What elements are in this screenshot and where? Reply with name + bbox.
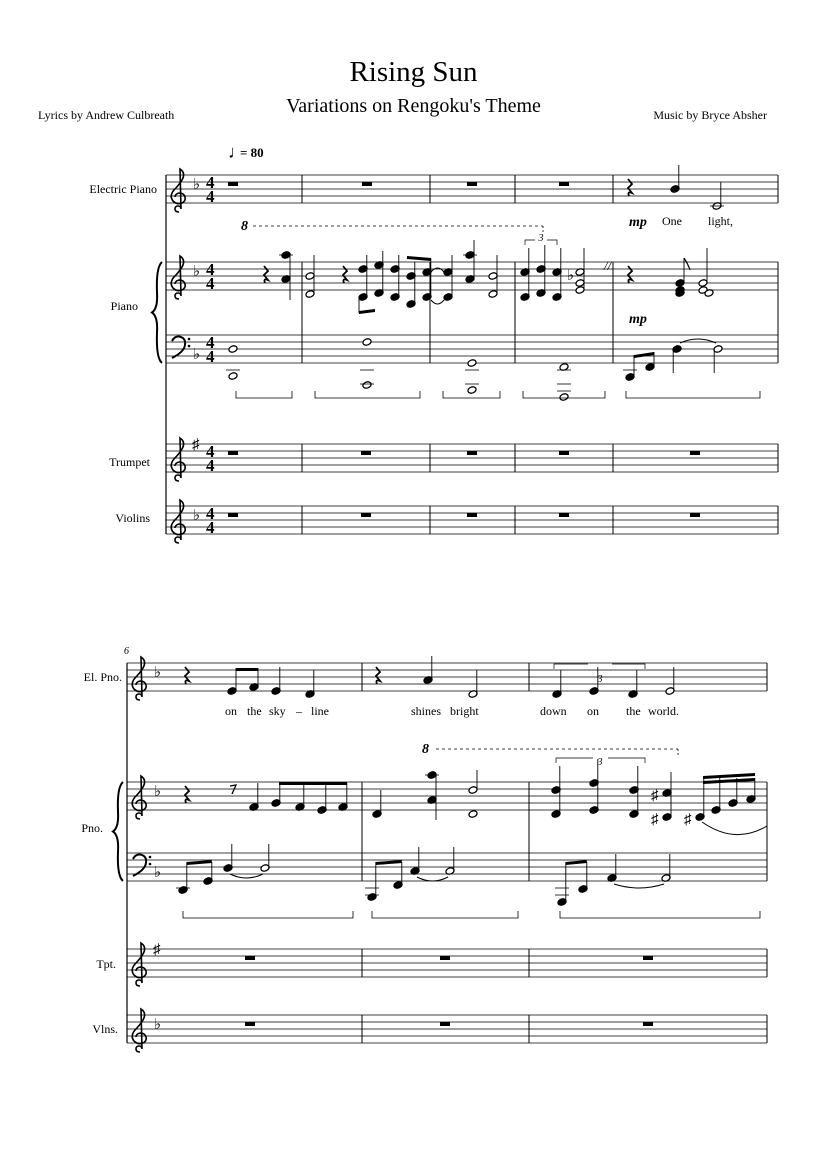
note-head — [443, 293, 453, 302]
note-head — [362, 381, 372, 390]
key-signature-flat: ♭ — [154, 1017, 162, 1033]
lyric: One — [662, 214, 682, 228]
lyric: the — [247, 704, 262, 718]
measure-number: 6 — [124, 646, 129, 657]
note-head — [468, 810, 478, 819]
sharp-accidental: ♯ — [651, 788, 659, 804]
beam — [634, 352, 654, 358]
instrument-label-violins-short: Vlns. — [92, 1022, 118, 1036]
bass-clef-dot — [188, 338, 191, 341]
lyric: on — [587, 704, 599, 718]
lyric: the — [626, 704, 641, 718]
note-head — [227, 687, 237, 696]
ottava-mark: 8 — [241, 219, 248, 234]
note-head — [488, 272, 498, 281]
sharp-accidental: ♯ — [651, 812, 659, 828]
time-signature: 4 — [206, 518, 215, 537]
whole-rest-icon — [643, 1022, 653, 1026]
quarter-rest-icon — [628, 179, 632, 196]
whole-rest-icon — [361, 451, 371, 455]
dynamic-mp: mp — [629, 215, 647, 230]
note-head — [468, 786, 478, 795]
key-signature-flat: ♭ — [154, 665, 162, 681]
whole-rest-icon — [467, 451, 477, 455]
time-signature: 4 — [206, 347, 215, 366]
whole-rest-icon — [245, 956, 255, 960]
time-signature: 4 — [206, 173, 215, 192]
quarter-rest-icon — [376, 667, 380, 684]
tempo-note-icon: ♩ — [228, 142, 246, 162]
note-head — [559, 393, 569, 402]
instrument-label-electric-piano: Electric Piano — [89, 182, 157, 196]
note-head — [488, 290, 498, 299]
group-bracket — [626, 391, 760, 398]
quarter-rest-icon — [185, 667, 189, 684]
note-head — [675, 279, 685, 288]
bass-clef-dot — [188, 345, 191, 348]
whole-rest-icon — [245, 1022, 255, 1026]
beam — [566, 860, 587, 865]
tuplet-number: 3 — [597, 674, 603, 685]
whole-rest-icon — [690, 451, 700, 455]
instrument-label-trumpet: Trumpet — [109, 455, 150, 469]
whole-rest-icon — [467, 513, 477, 517]
flag — [684, 258, 690, 270]
treble-clef-icon — [132, 1009, 146, 1052]
whole-rest-icon — [361, 513, 371, 517]
lyricist-credit: Lyrics by Andrew Culbreath — [38, 108, 175, 122]
quarter-rest-icon — [343, 266, 347, 283]
lyric: sky — [269, 704, 286, 718]
tuplet-number: 3 — [597, 757, 603, 768]
caesura-mark: // — [604, 258, 612, 273]
note-head — [625, 373, 635, 382]
note-head — [228, 372, 238, 381]
group-bracket — [236, 391, 292, 398]
beam — [359, 309, 375, 314]
treble-clef-icon — [171, 500, 185, 543]
time-signature: 4 — [206, 456, 215, 475]
bass-clef-icon — [172, 337, 185, 359]
note-head — [305, 272, 315, 281]
instrument-label-piano: Piano — [110, 299, 138, 313]
whole-rest-icon — [228, 182, 238, 186]
key-signature-sharp: ♯ — [153, 942, 161, 958]
whole-rest-icon — [228, 451, 238, 455]
note-head — [575, 279, 585, 288]
composer-credit: Music by Bryce Absher — [653, 108, 767, 122]
note-head — [228, 345, 238, 354]
beam — [703, 773, 755, 779]
tie — [431, 300, 444, 304]
group-bracket — [372, 911, 518, 918]
key-signature-flat: ♭ — [193, 177, 201, 193]
instrument-label-trumpet-short: Tpt. — [96, 957, 116, 971]
time-signature: 4 — [206, 504, 215, 523]
lyric: bright — [450, 704, 479, 718]
treble-clef-icon — [132, 943, 146, 986]
whole-rest-icon — [467, 182, 477, 186]
note-head — [662, 813, 672, 822]
whole-rest-icon — [362, 182, 372, 186]
lyric-hyphen: – — [296, 704, 302, 718]
beam — [279, 782, 347, 785]
whole-rest-icon — [559, 513, 569, 517]
beam — [236, 668, 258, 671]
quarter-rest-icon — [264, 266, 268, 283]
notation — [110, 165, 778, 1052]
whole-rest-icon — [228, 513, 238, 517]
key-signature-flat: ♭ — [193, 264, 201, 280]
bass-clef-dot — [149, 856, 152, 859]
key-signature-sharp: ♯ — [192, 437, 200, 453]
tie — [417, 877, 448, 881]
beam — [376, 860, 402, 865]
eighth-rest-icon — [230, 785, 236, 794]
score-subtitle: Variations on Rengoku's Theme — [286, 95, 541, 117]
whole-rest-icon — [440, 956, 450, 960]
lyric: shines — [411, 704, 441, 718]
note-head — [305, 290, 315, 299]
beam — [187, 860, 212, 865]
lyric: line — [311, 704, 329, 718]
piano-brace — [152, 262, 162, 363]
treble-clef-icon — [171, 169, 185, 212]
note-head — [467, 386, 477, 395]
score-title: Rising Sun — [349, 56, 478, 88]
whole-rest-icon — [690, 513, 700, 517]
tie — [230, 874, 263, 878]
flat-accidental: ♭ — [567, 268, 575, 284]
lyric: world. — [648, 704, 679, 718]
slur — [702, 822, 767, 835]
lyric: light, — [708, 214, 734, 228]
time-signature: 4 — [206, 333, 215, 352]
piano-brace — [113, 782, 123, 881]
key-signature-flat: ♭ — [193, 508, 201, 524]
treble-clef-icon — [132, 776, 146, 819]
note-head — [645, 363, 655, 372]
tuplet-number: 3 — [538, 233, 544, 244]
beam — [407, 256, 431, 261]
quarter-rest-icon — [628, 266, 632, 283]
time-signature: 4 — [206, 187, 215, 206]
whole-rest-icon — [643, 956, 653, 960]
time-signature: 4 — [206, 274, 215, 293]
quarter-rest-icon — [185, 786, 189, 803]
tie — [614, 884, 664, 888]
key-signature-flat: ♭ — [154, 784, 162, 800]
treble-clef-icon — [171, 256, 185, 299]
instrument-label-violins: Violins — [115, 511, 150, 525]
note-head — [575, 286, 585, 295]
whole-rest-icon — [440, 1022, 450, 1026]
time-signature: 4 — [206, 260, 215, 279]
dynamic-mp: mp — [629, 312, 647, 327]
ottava-mark: 8 — [422, 742, 429, 757]
tuplet-bracket — [554, 664, 645, 669]
treble-clef-icon — [171, 438, 185, 481]
group-bracket — [560, 911, 760, 918]
beam — [703, 778, 755, 784]
instrument-label-piano-short: Pno. — [81, 821, 103, 835]
instrument-label-electric-piano-short: El. Pno. — [83, 670, 122, 684]
whole-rest-icon — [559, 451, 569, 455]
key-signature-flat: ♭ — [193, 347, 201, 363]
tempo-mark: = 80 — [240, 145, 264, 160]
lyric: down — [540, 704, 567, 718]
whole-rest-icon — [559, 182, 569, 186]
lyric: on — [225, 704, 237, 718]
bass-clef-dot — [149, 863, 152, 866]
group-bracket — [315, 391, 420, 398]
bass-clef-icon — [133, 855, 146, 877]
note-head — [362, 338, 372, 347]
note-head — [698, 279, 708, 288]
note-head — [467, 359, 477, 368]
key-signature-flat: ♭ — [154, 865, 162, 881]
time-signature: 4 — [206, 442, 215, 461]
sharp-accidental: ♯ — [684, 812, 692, 828]
tie — [680, 339, 716, 343]
treble-clef-icon — [132, 657, 146, 700]
group-bracket — [183, 911, 353, 918]
tie — [431, 268, 444, 272]
